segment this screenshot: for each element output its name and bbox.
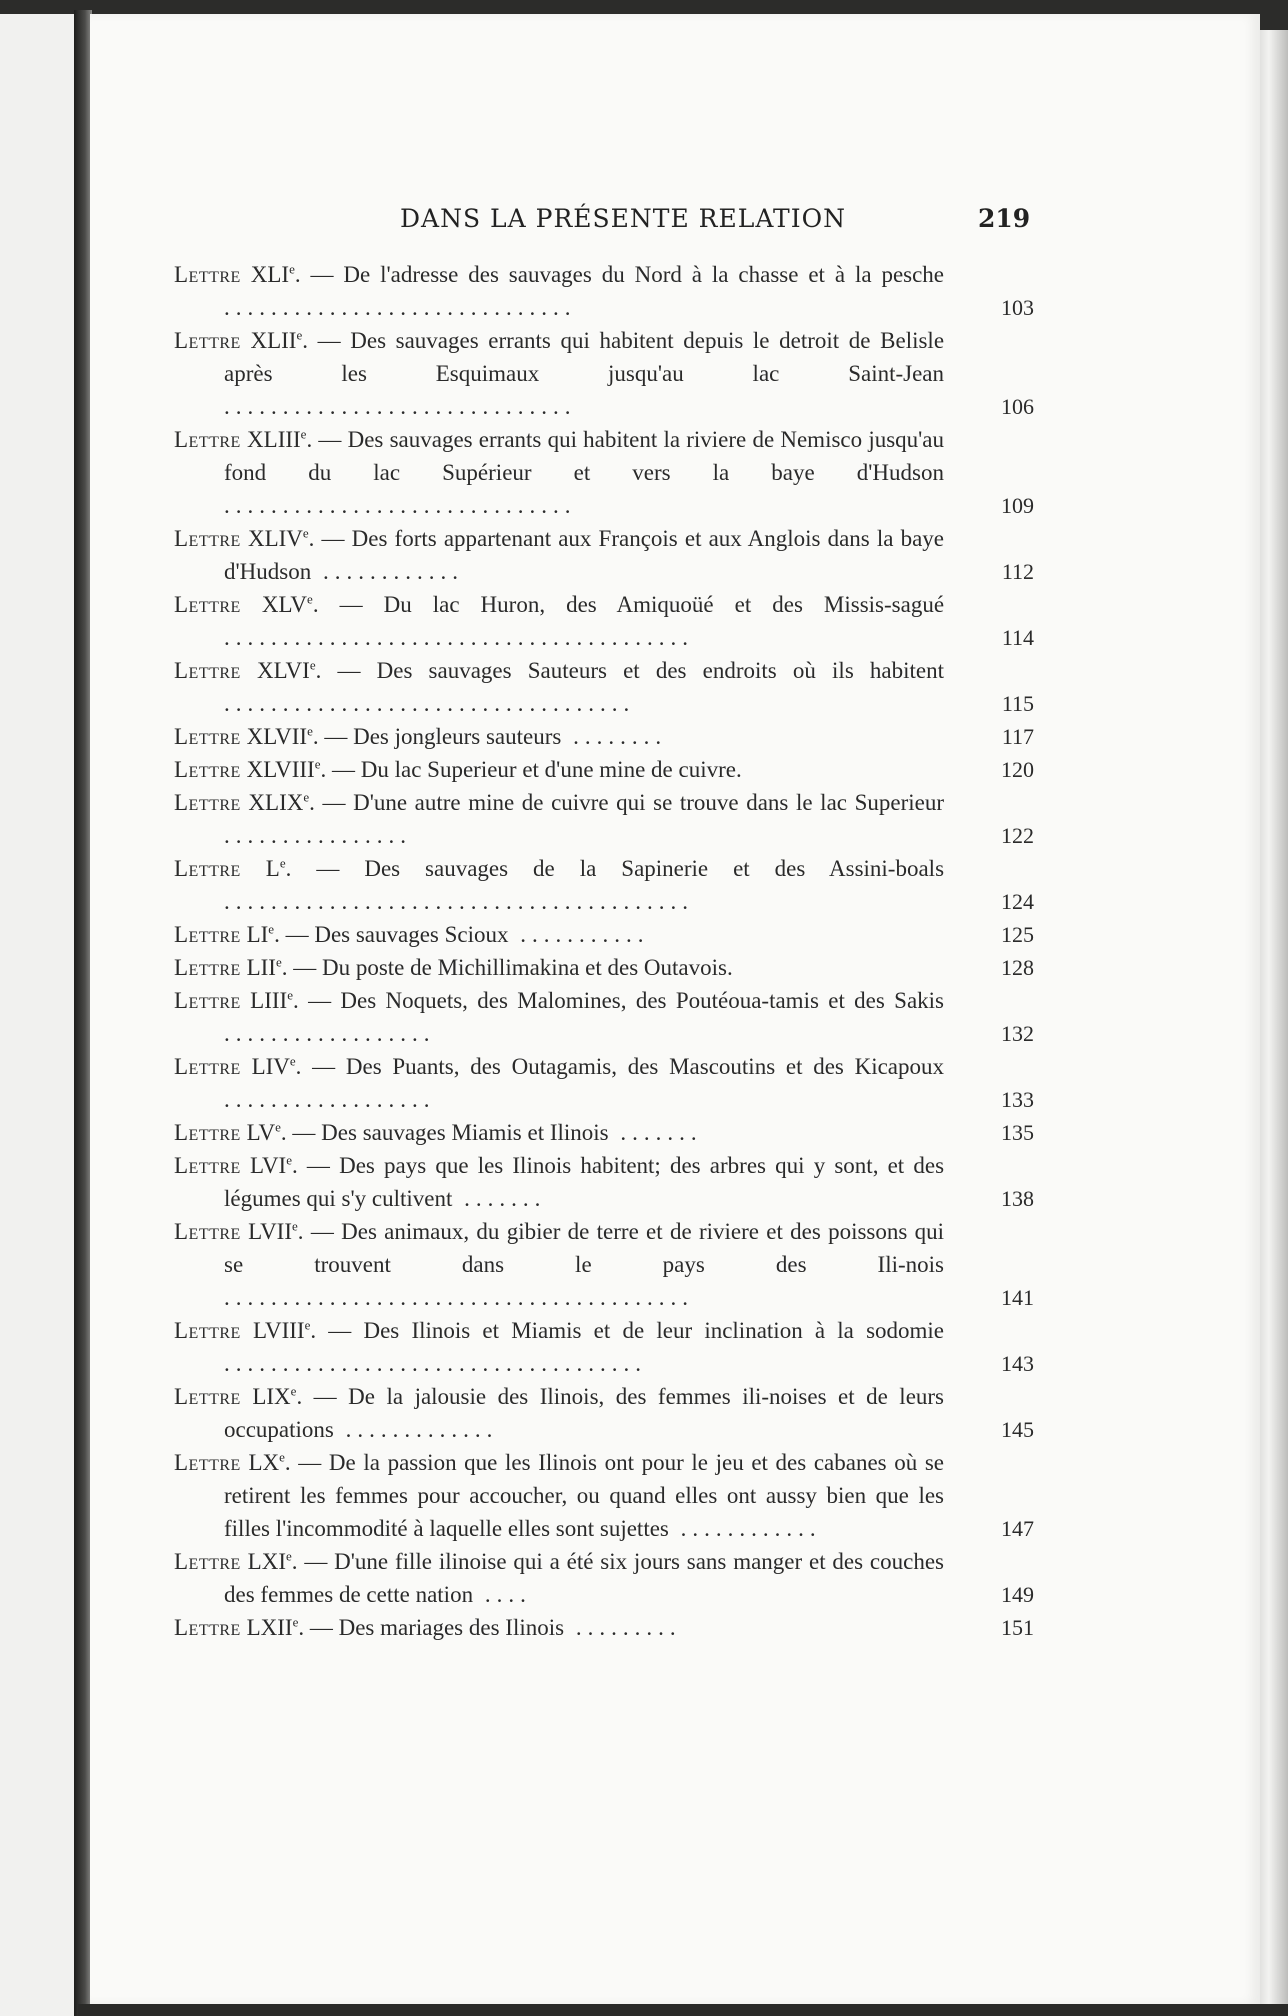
letter-numeral: [252, 1054, 296, 1079]
ordinal-suffix: e: [275, 1119, 281, 1135]
dot-leaders: .........: [564, 1615, 682, 1640]
book-page: [90, 14, 1260, 2004]
toc-entry: [174, 720, 1114, 753]
letter-numeral: [247, 955, 282, 980]
letter-label: Lettre: [174, 262, 241, 287]
running-title: DANS LA PRÉSENTE RELATION: [400, 204, 846, 233]
letter-label: Lettre: [174, 658, 241, 683]
letter-label: Lettre: [174, 1120, 241, 1145]
letter-description: Du lac Superieur et d'une mine de cuivre: [360, 757, 736, 782]
letter-label: Lettre: [174, 427, 241, 452]
table-of-contents: [174, 258, 1114, 1644]
letter-numeral: [253, 1318, 310, 1343]
letter-label: Lettre: [174, 724, 241, 749]
toc-entry-text: Lettre LVIIe. — Des animaux, du gibier de terre et de riviere et des poissons qui se trouvent dans le pays des Ili-nois ........................................: [174, 1218, 945, 1310]
toc-page-number: 147: [1001, 1516, 1034, 1541]
letter-numeral: [266, 856, 286, 881]
letter-numeral-value: LXII: [246, 1615, 293, 1640]
letter-numeral-value: LIV: [251, 1054, 290, 1079]
letter-description: De la passion que les Ilinois ont pour le jeu et des cabanes où se retirent les femmes pour accoucher, ou quand elles ont aussy bien que les filles l'incommodité à laquelle elles sont sujettes: [224, 1450, 945, 1541]
ordinal-suffix: e: [286, 1152, 292, 1168]
letter-label: Lettre: [174, 922, 241, 947]
ordinal-suffix: e: [296, 327, 303, 343]
toc-entry: [174, 588, 1114, 654]
letter-numeral-value: XLVII: [246, 724, 308, 749]
letter-numeral-value: XLIII: [247, 427, 301, 452]
letter-numeral: [248, 1219, 298, 1244]
ordinal-suffix: e: [289, 1053, 296, 1069]
letter-numeral: [247, 757, 321, 782]
page-edge-bottom: [78, 2004, 1288, 2016]
letter-numeral: [250, 328, 302, 353]
toc-page-number: 120: [1001, 757, 1034, 782]
toc-entry-text: Lettre LXe. — De la passion que les Ilinois ont pour le jeu et des cabanes où se retirent les femmes pour accoucher, ou quand elles ont aussy bien que les filles l'incommodité à laquelle elles sont sujettes ............: [174, 1449, 945, 1541]
letter-numeral-value: XLVIII: [246, 757, 315, 782]
letter-label: Lettre: [174, 790, 241, 815]
letter-numeral-value: XLII: [250, 328, 297, 353]
toc-entry-text: Lettre Le. — Des sauvages de la Sapinerie et des Assini-boals ........................................: [174, 855, 945, 914]
letter-description: Des Puants, des Outagamis, des Mascoutins et des Kicapoux: [345, 1054, 945, 1079]
page-number: 219: [978, 204, 1031, 233]
toc-entry-text: Lettre XLVIIIe. — Du lac Superieur et d'une mine de cuivre.: [174, 756, 748, 782]
toc-entry-text: Lettre LVIe. — Des pays que les Ilinois habitent; des arbres qui y sont, et des légumes qui s'y cultivent .......: [174, 1152, 945, 1211]
ordinal-suffix: e: [309, 657, 316, 673]
letter-numeral-value: XLV: [261, 592, 308, 617]
toc-entry-text: Lettre LXIe. — D'une fille ilinoise qui a été six jours sans manger et des couches des femmes de cette nation ....: [174, 1548, 944, 1607]
toc-entry: [174, 1314, 1114, 1380]
letter-numeral: [250, 1153, 292, 1178]
letter-numeral-value: XLVI: [256, 658, 310, 683]
toc-entry-text: Lettre XLVIIe. — Des jongleurs sauteurs ........: [174, 723, 668, 749]
ordinal-suffix: e: [307, 591, 313, 607]
dot-leaders: .: [726, 955, 739, 980]
letter-numeral-value: XLIX: [248, 790, 304, 815]
dot-leaders: .............: [333, 1417, 499, 1442]
letter-numeral: [248, 526, 309, 551]
dot-leaders: ...........: [508, 922, 650, 947]
letter-description: D'une autre mine de cuivre qui se trouve dans le lac Superieur: [353, 790, 944, 815]
letter-numeral-value: LI: [246, 922, 269, 947]
ordinal-suffix: e: [290, 1383, 297, 1399]
ordinal-suffix: e: [292, 1614, 299, 1630]
ordinal-suffix: e: [268, 921, 275, 937]
letter-description: Du lac Huron, des Amiquoüé et des Missis-sagué: [383, 592, 945, 617]
toc-page-number: 125: [1001, 922, 1034, 947]
letter-description: De la jalousie des Ilinois, des femmes ili-noises et de leurs occupations: [224, 1384, 945, 1442]
letter-label: Lettre: [174, 328, 241, 353]
toc-page-number: 138: [1001, 1186, 1034, 1211]
letter-label: Lettre: [174, 592, 241, 617]
letter-numeral: [252, 1384, 296, 1409]
letter-description: Des pays que les Ilinois habitent; des arbres qui y sont, et des légumes qui s'y cultivent: [224, 1153, 945, 1211]
toc-entry-text: Lettre XLIe. — De l'adresse des sauvages du Nord à la chasse et à la pesche ..............................: [174, 261, 945, 320]
toc-entry: [174, 951, 1114, 984]
toc-page-number: 135: [1001, 1120, 1034, 1145]
toc-entry: [174, 1149, 1114, 1215]
ordinal-suffix: e: [279, 1449, 285, 1465]
letter-numeral: [248, 790, 309, 815]
toc-entry-text: Lettre LIXe. — De la jalousie des Ilinois, des femmes ili-noises et de leurs occupations .............: [174, 1383, 945, 1442]
facing-page-edge: [0, 14, 78, 2016]
toc-entry-text: Lettre LIVe. — Des Puants, des Outagamis, des Mascoutins et des Kicapoux ..................: [174, 1053, 945, 1112]
dot-leaders: ..............................: [224, 493, 577, 518]
toc-entry-text: Lettre XLIXe. — D'une autre mine de cuivre qui se trouve dans le lac Superieur ................: [174, 789, 944, 848]
letter-label: Lettre: [174, 1153, 241, 1178]
toc-entry: [174, 258, 1114, 324]
toc-entry-text: Lettre XLVIe. — Des sauvages Sauteurs et des endroits où ils habitent ...................................: [174, 657, 945, 716]
dot-leaders: ...................................: [224, 691, 636, 716]
letter-numeral-value: LIX: [252, 1384, 291, 1409]
letter-label: Lettre: [174, 1549, 241, 1574]
letter-label: Lettre: [174, 757, 241, 782]
toc-page-number: 103: [1001, 295, 1034, 320]
toc-entry: [174, 984, 1114, 1050]
ordinal-suffix: e: [289, 261, 295, 277]
toc-page-number: 112: [1001, 559, 1034, 584]
toc-page-number: 109: [1001, 493, 1034, 518]
toc-entry: [174, 654, 1114, 720]
dot-leaders: ........................................: [224, 889, 694, 914]
dot-leaders: ....: [473, 1582, 532, 1607]
letter-numeral-value: LVII: [248, 1219, 292, 1244]
toc-page-number: 106: [1001, 394, 1034, 419]
toc-entry-text: Lettre XLIVe. — Des forts appartenant aux François et aux Anglois dans la baye d'Hudson ............: [174, 525, 944, 584]
ordinal-suffix: e: [302, 525, 309, 541]
letter-numeral: [248, 1450, 284, 1475]
letter-description: De l'adresse des sauvages du Nord à la chasse et à la pesche: [343, 262, 945, 287]
letter-label: Lettre: [174, 1318, 241, 1343]
letter-description: Des forts appartenant aux François et aux Anglois dans la baye d'Hudson: [224, 526, 944, 584]
toc-page-number: 124: [1001, 889, 1034, 914]
letter-numeral: [257, 658, 316, 683]
toc-entry-text: Lettre XLVe. — Du lac Huron, des Amiquoüé et des Missis-sagué ........................................: [174, 591, 945, 650]
letter-label: Lettre: [174, 526, 241, 551]
letter-numeral: [247, 1615, 299, 1640]
letter-numeral: [247, 427, 306, 452]
letter-numeral: [247, 922, 275, 947]
letter-label: Lettre: [174, 1615, 241, 1640]
toc-entry: [174, 423, 1114, 522]
letter-label: Lettre: [174, 1384, 241, 1409]
toc-page-number: 122: [1001, 823, 1034, 848]
toc-entry: [174, 852, 1114, 918]
dot-leaders: ........................................: [224, 625, 694, 650]
ordinal-suffix: e: [279, 855, 286, 871]
ordinal-suffix: e: [292, 1218, 298, 1234]
toc-page-number: 114: [1001, 625, 1034, 650]
letter-label: Lettre: [174, 1219, 241, 1244]
letter-numeral-value: XLIV: [247, 526, 303, 551]
toc-entry: [174, 522, 1114, 588]
letter-numeral-value: LXI: [247, 1549, 286, 1574]
ordinal-suffix: e: [285, 1548, 292, 1564]
letter-numeral-value: LVIII: [253, 1318, 305, 1343]
letter-numeral: [247, 1120, 281, 1145]
toc-entry-text: Lettre LIIIe. — Des Noquets, des Malomines, des Poutéoua-tamis et des Sakis ..................: [174, 987, 945, 1046]
toc-page-number: 145: [1001, 1417, 1034, 1442]
toc-page-number: 117: [1001, 724, 1034, 749]
letter-numeral: [248, 1549, 292, 1574]
letter-numeral: [247, 724, 313, 749]
ordinal-suffix: e: [307, 723, 313, 739]
toc-page-number: 132: [1001, 1021, 1034, 1046]
dot-leaders: .......: [608, 1120, 703, 1145]
letter-description: Des mariages des Ilinois: [338, 1615, 565, 1640]
letter-label: Lettre: [174, 856, 241, 881]
letter-description: Des sauvages de la Sapinerie et des Assini-boals: [364, 856, 945, 881]
toc-entry: [174, 324, 1114, 423]
letter-description: Des jongleurs sauteurs: [353, 724, 562, 749]
letter-numeral-value: XLI: [250, 262, 290, 287]
letter-description: Des animaux, du gibier de terre et de riviere et des poissons qui se trouvent dans le pays des Ili-nois: [224, 1219, 945, 1277]
toc-entry: [174, 918, 1114, 951]
letter-description: Des sauvages errants qui habitent la riviere de Nemisco jusqu'au fond du lac Supérieur et vers la baye d'Hudson: [224, 427, 945, 485]
toc-page-number: 128: [1001, 955, 1034, 980]
ordinal-suffix: e: [287, 987, 293, 1003]
toc-entry: [174, 1446, 1114, 1545]
toc-entry-text: Lettre LIIe. — Du poste de Michillimakina et des Outavois.: [174, 954, 739, 980]
letter-numeral-value: L: [265, 856, 280, 881]
toc-entry: [174, 1545, 1114, 1611]
letter-description: D'une fille ilinoise qui a été six jours sans manger et des couches des femmes de cette nation: [224, 1549, 944, 1607]
toc-entry-text: Lettre LVIIIe. — Des Ilinois et Miamis et de leur inclination à la sodomie ....................................: [174, 1317, 945, 1376]
dot-leaders: ........................................: [224, 1285, 694, 1310]
toc-entry-text: Lettre LVe. — Des sauvages Miamis et Ilinois .......: [174, 1119, 703, 1145]
letter-label: Lettre: [174, 1450, 241, 1475]
dot-leaders: ............: [311, 559, 464, 584]
dot-leaders: .......: [452, 1186, 547, 1211]
dot-leaders: ..............................: [224, 394, 577, 419]
letter-numeral-value: LV: [246, 1120, 276, 1145]
letter-description: Des sauvages Sauteurs et des endroits où ils habitent: [376, 658, 945, 683]
ordinal-suffix: e: [304, 1317, 311, 1333]
toc-entry-text: Lettre LIe. — Des sauvages Scioux ...........: [174, 921, 650, 947]
page-edge-right: [1256, 30, 1288, 2016]
toc-entry-text: Lettre XLIIIe. — Des sauvages errants qui habitent la riviere de Nemisco jusqu'au fond du lac Supérieur et vers la baye d'Hudson ..............................: [174, 426, 945, 518]
toc-entry: [174, 1611, 1114, 1644]
ordinal-suffix: e: [300, 426, 307, 442]
letter-numeral-value: LIII: [250, 988, 288, 1013]
toc-entry-text: Lettre XLIIe. — Des sauvages errants qui habitent depuis le detroit de Belisle après les Esquimaux jusqu'au lac Saint-Jean ..............................: [174, 327, 945, 419]
letter-description: Des Noquets, des Malomines, des Poutéoua-tamis et des Sakis: [340, 988, 945, 1013]
letter-label: Lettre: [174, 1054, 241, 1079]
toc-entry: [174, 1215, 1114, 1314]
dot-leaders: ....................................: [224, 1351, 647, 1376]
letter-numeral-value: LVI: [250, 1153, 287, 1178]
letter-numeral: [250, 988, 293, 1013]
dot-leaders: ............: [668, 1516, 822, 1541]
toc-entry: [174, 786, 1114, 852]
toc-entry-text: Lettre LXIIe. — Des mariages des Ilinois .........: [174, 1614, 682, 1640]
letter-label: Lettre: [174, 988, 241, 1013]
dot-leaders: ..................: [224, 1087, 436, 1112]
letter-numeral-value: LII: [246, 955, 276, 980]
letter-description: Des sauvages errants qui habitent depuis le detroit de Belisle après les Esquimaux jusqu'au lac Saint-Jean: [224, 328, 945, 386]
letter-description: Des sauvages Scioux: [314, 922, 509, 947]
dot-leaders: ................: [224, 823, 412, 848]
toc-page-number: 143: [1001, 1351, 1034, 1376]
dot-leaders: ..................: [224, 1021, 436, 1046]
dot-leaders: .: [735, 757, 748, 782]
toc-page-number: 151: [1001, 1615, 1034, 1640]
toc-entry: [174, 753, 1114, 786]
page-header: [90, 204, 1260, 244]
letter-description: Des sauvages Miamis et Ilinois: [321, 1120, 609, 1145]
toc-page-number: 149: [1001, 1582, 1034, 1607]
letter-numeral-value: LX: [248, 1450, 280, 1475]
dot-leaders: ........: [561, 724, 668, 749]
toc-entry: [174, 1116, 1114, 1149]
letter-label: Lettre: [174, 955, 241, 980]
toc-entry: [174, 1050, 1114, 1116]
toc-page-number: 141: [1001, 1285, 1034, 1310]
ordinal-suffix: e: [314, 756, 321, 772]
dot-leaders: ..............................: [224, 295, 577, 320]
toc-page-number: 115: [1001, 691, 1034, 716]
toc-entry: [174, 1380, 1114, 1446]
letter-description: Des Ilinois et Miamis et de leur inclination à la sodomie: [363, 1318, 945, 1343]
letter-numeral: [251, 262, 295, 287]
ordinal-suffix: e: [275, 954, 282, 970]
ordinal-suffix: e: [303, 789, 310, 805]
toc-page-number: 133: [1001, 1087, 1034, 1112]
letter-description: Du poste de Michillimakina et des Outavois: [321, 955, 727, 980]
letter-numeral: [262, 592, 313, 617]
